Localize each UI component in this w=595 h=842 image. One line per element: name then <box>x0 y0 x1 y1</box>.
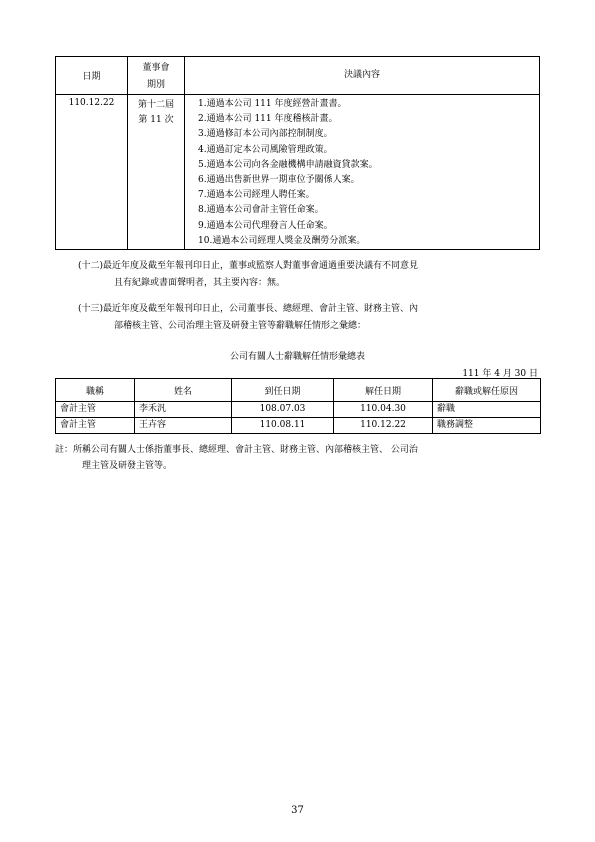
header-resolution: 決議內容 <box>185 57 540 95</box>
header-session-line2: 期別 <box>146 80 165 90</box>
table-row <box>56 418 541 434</box>
staff-table-date: 111 年 4 月 30 日 <box>462 369 538 379</box>
cell-start-date: 108.07.03 <box>232 402 334 418</box>
resignation-summary-table <box>55 378 541 434</box>
board-table-row <box>56 95 540 250</box>
cell-name: 王卉容 <box>135 418 232 434</box>
header-reason: 辭職或解任原因 <box>433 379 541 402</box>
meeting-session-line1: 第十二屆 <box>137 100 174 110</box>
header-end-date: 解任日期 <box>334 379 433 402</box>
meeting-session-line2: 第 11 次 <box>138 115 174 125</box>
resolution-list <box>185 95 540 250</box>
staff-table-title: 公司有關人士辭職解任情形彙總表 <box>229 352 365 362</box>
meeting-date: 110.12.22 <box>56 95 128 250</box>
section-13-line2: 部稽核主管、公司治理主管及研發主管等辭職解任情形之彙總： <box>114 321 367 331</box>
footnote-line1: 註：所稱公司有關人士係指董事長、總經理、會計主管、財務主管、內部稽核主管、 公司治 <box>55 445 418 455</box>
cell-name: 李禾汎 <box>135 402 232 418</box>
header-session-line1: 董事會 <box>142 63 170 73</box>
resolution-item: 7.通過本公司經理人聘任案。 <box>198 190 315 201</box>
header-session <box>128 57 185 95</box>
resolution-item: 9.通過本公司代理發言人任命案。 <box>198 220 333 231</box>
footnote-line2: 理主管及研發主管等。 <box>82 461 173 471</box>
footnote <box>55 442 545 474</box>
page-number: 37 <box>291 805 304 816</box>
section-13-paragraph <box>78 301 548 335</box>
resolution-item: 4.通過訂定本公司風險管理政策。 <box>198 144 333 155</box>
staff-table-header-row <box>56 379 541 402</box>
cell-reason: 職務調整 <box>433 418 541 434</box>
board-resolution-table <box>55 56 540 250</box>
resolution-item: 8.通過本公司會計主管任命案。 <box>198 205 324 216</box>
header-title: 職稱 <box>56 379 135 402</box>
cell-start-date: 110.08.11 <box>232 418 334 434</box>
board-table-header-row <box>56 57 540 95</box>
header-start-date: 到任日期 <box>232 379 334 402</box>
resolution-item: 2.通過本公司 111 年度稽核計畫。 <box>198 114 338 125</box>
cell-title: 會計主管 <box>56 418 135 434</box>
cell-end-date: 110.12.22 <box>334 418 433 434</box>
resolution-item: 5.通過本公司向各金融機構申請融資貸款案。 <box>198 159 378 170</box>
resolution-item: 3.通過修訂本公司內部控制制度。 <box>198 129 333 140</box>
table-row <box>56 402 541 418</box>
resolution-item: 6.通過出售新世界一期車位予關係人案。 <box>198 174 360 185</box>
meeting-session <box>128 95 185 250</box>
header-name: 姓名 <box>135 379 232 402</box>
cell-reason: 辭職 <box>433 402 541 418</box>
resolution-item: 10.通過本公司經理人獎金及酬勞分派案。 <box>198 235 366 246</box>
cell-end-date: 110.04.30 <box>334 402 433 418</box>
section-12-paragraph <box>78 258 548 292</box>
resolution-item: 1.通過本公司 111 年度經營計畫書。 <box>198 99 347 109</box>
section-12-line2: 且有紀錄或書面聲明者，其主要內容：無。 <box>114 278 286 288</box>
section-13-line1: (十三)最近年度及截至年報刊印日止，公司董事長、總經理、會計主管、財務主管、內 <box>78 304 419 314</box>
cell-title: 會計主管 <box>56 402 135 418</box>
header-date: 日期 <box>56 57 128 95</box>
section-12-line1: (十二)最近年度及截至年報刊印日止，董事或監察人對董事會通過重要決議有不同意見 <box>78 261 419 271</box>
